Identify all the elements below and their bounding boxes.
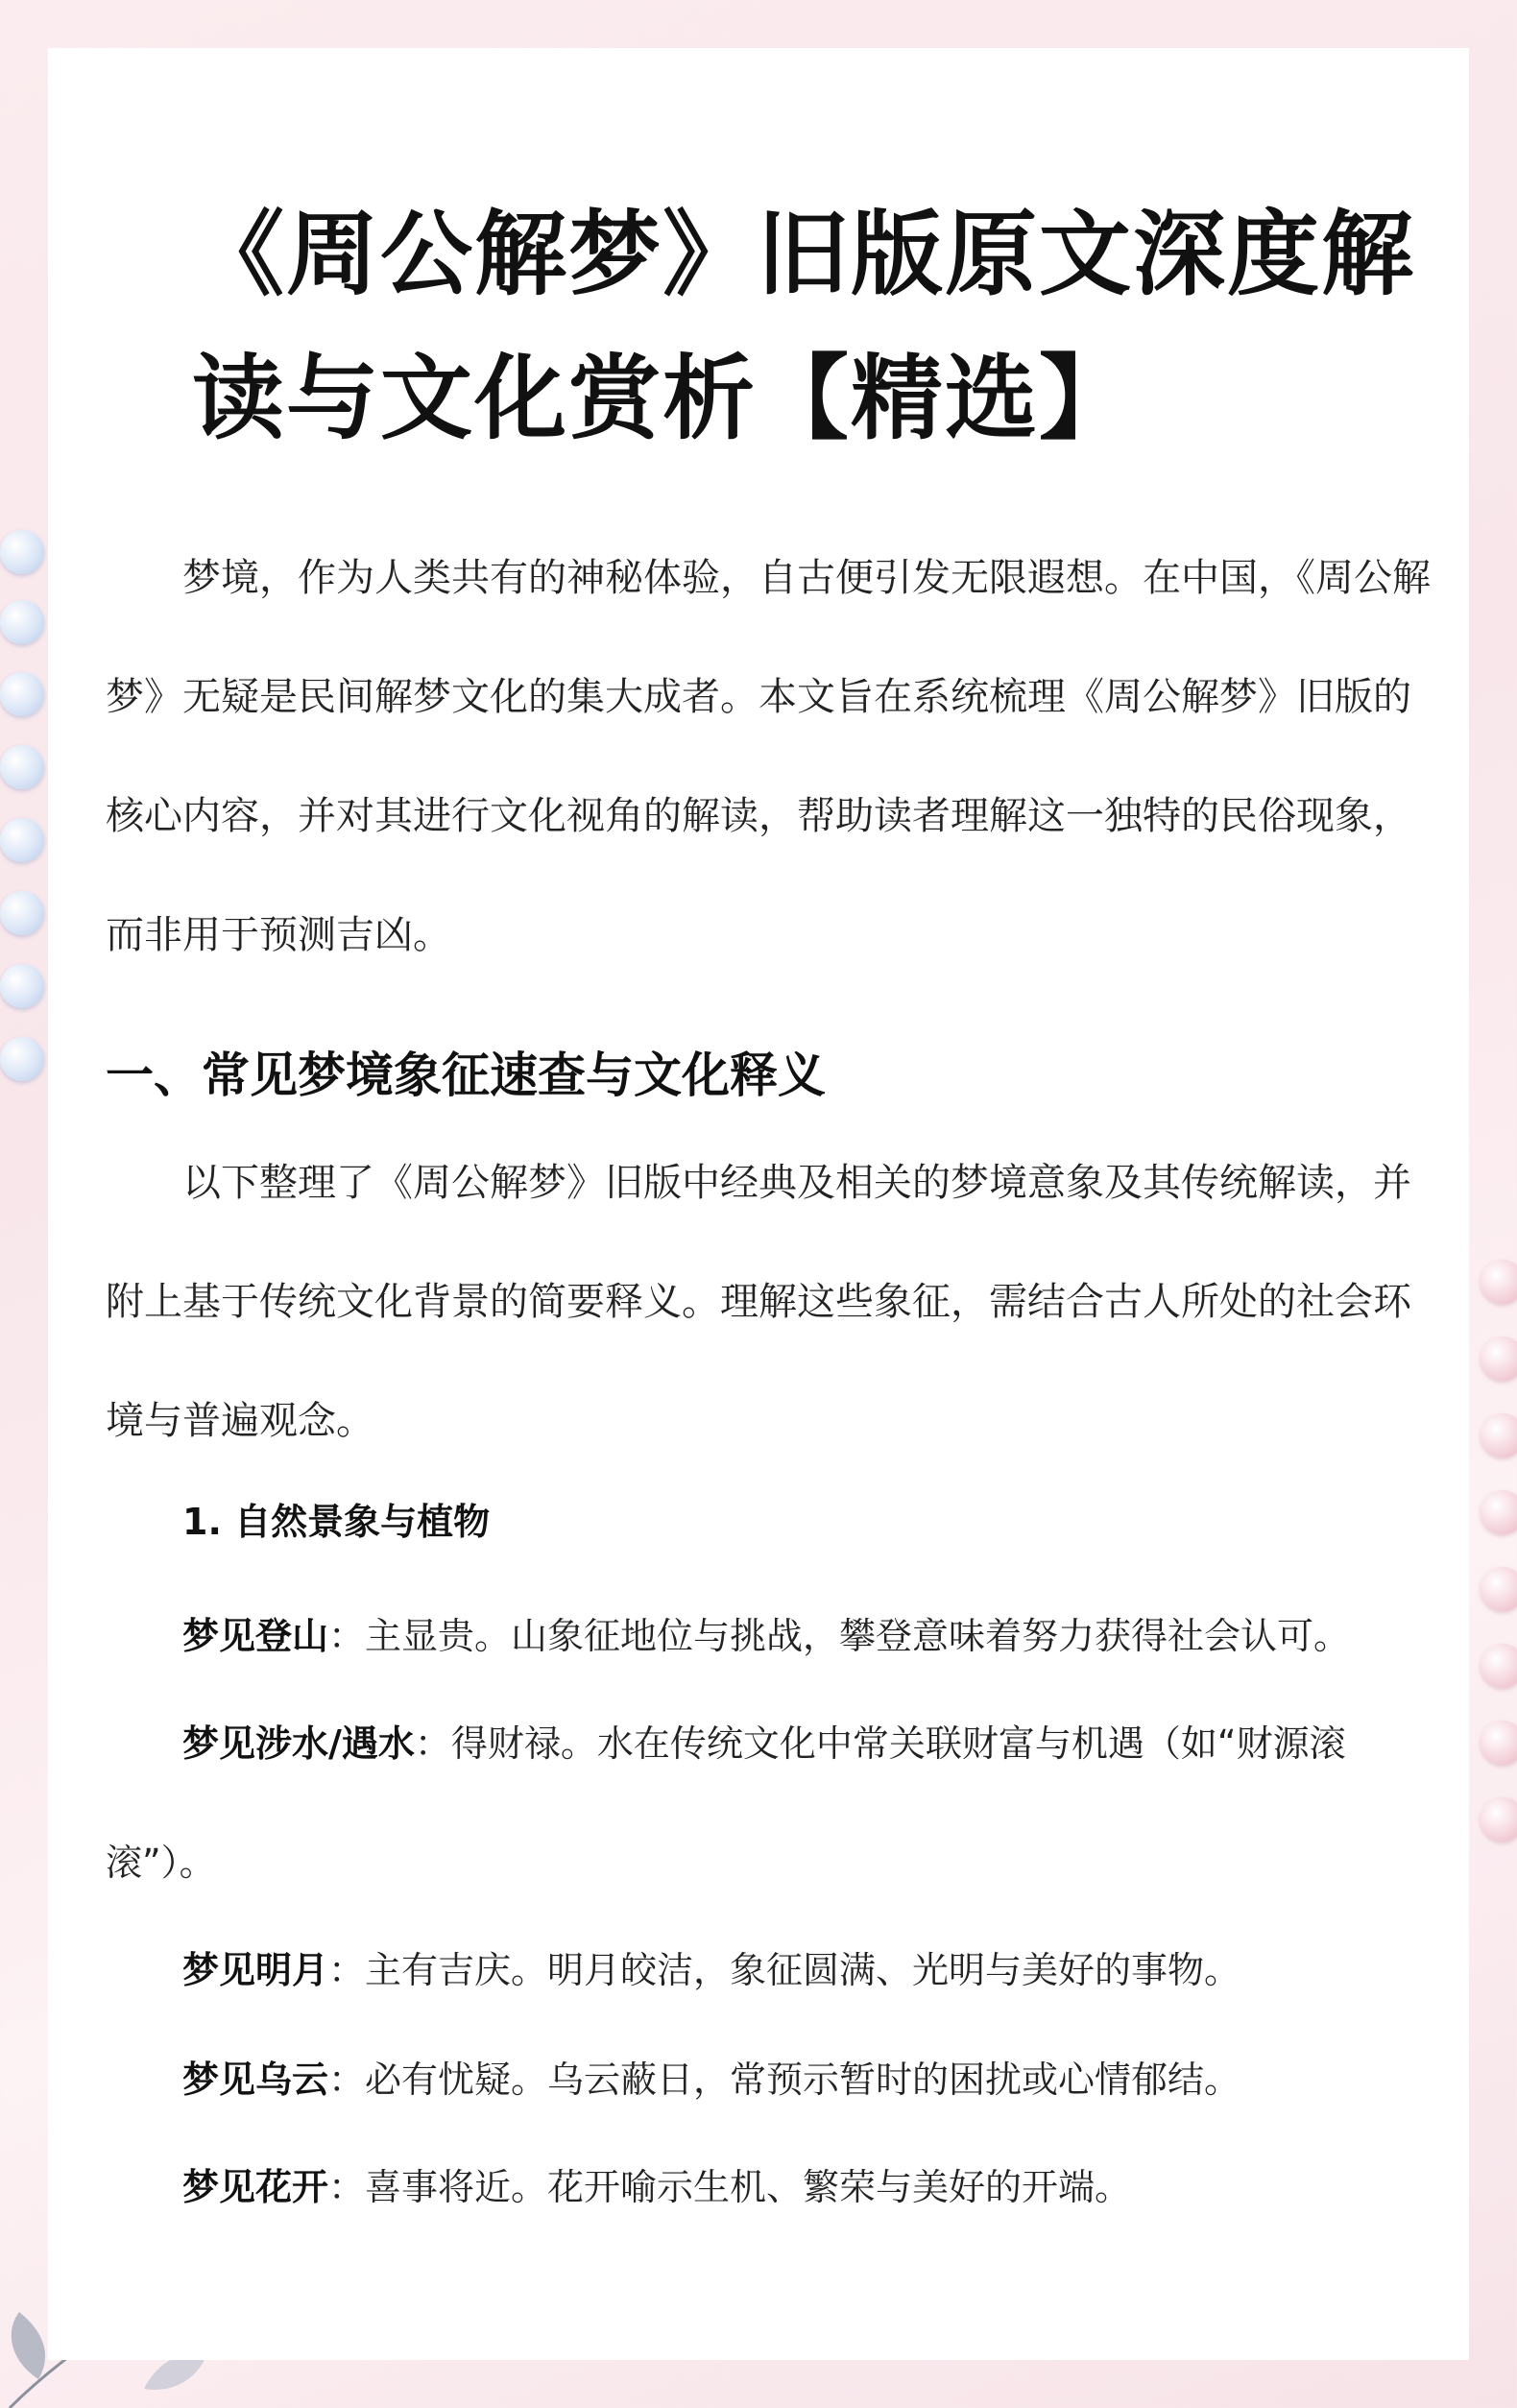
decorative-bubble xyxy=(0,530,44,574)
dream-meaning: ：主有吉庆。明月皎洁，象征圆满、光明与美好的事物。 xyxy=(328,1949,1241,1991)
dream-entry xyxy=(106,2020,1431,2139)
subsection-heading: 1. 自然景象与植物 xyxy=(182,1501,491,1543)
decorative-bubble xyxy=(1481,1260,1517,1304)
dream-meaning: ：喜事将近。花开喻示生机、繁荣与美好的开端。 xyxy=(328,2166,1132,2208)
dream-term: 梦见涉水/遇水 xyxy=(182,1722,415,1765)
document-title: 《周公解梦》旧版原文深度解读与文化赏析【精选】 xyxy=(192,201,1415,452)
dream-entry xyxy=(106,1577,1431,1696)
decorative-bubble xyxy=(1481,1413,1517,1457)
dream-meaning: ：主显贵。山象征地位与挑战，攀登意味着努力获得社会认可。 xyxy=(328,1615,1351,1657)
decorative-bubble xyxy=(1481,1567,1517,1611)
dream-term: 梦见登山 xyxy=(182,1615,329,1657)
decorative-bubble xyxy=(0,964,44,1008)
decorative-bubble xyxy=(0,818,44,862)
intro-paragraph: 梦境，作为人类共有的神秘体验，自古便引发无限遐想。在中国，《周公解梦》无疑是民间解梦文化的集大成者。本文旨在系统梳理《周公解梦》旧版的核心内容，并对其进行文化视角的解读，帮助读者理解这一独特的民俗现象，而非用于预测吉凶。 xyxy=(106,556,1431,957)
decorative-bubble xyxy=(0,672,44,716)
decorative-bubble xyxy=(0,745,44,789)
decorative-bubble xyxy=(1481,1644,1517,1688)
decorative-bubble xyxy=(1481,1490,1517,1534)
decorative-bubble xyxy=(1481,1797,1517,1842)
dream-term: 梦见花开 xyxy=(182,2166,329,2208)
dream-meaning: ：必有忧疑。乌云蔽日，常预示暂时的困扰或心情郁结。 xyxy=(328,2059,1241,2101)
document-card xyxy=(48,48,1469,2360)
dream-term: 梦见乌云 xyxy=(182,2059,329,2101)
dream-entry xyxy=(106,1911,1431,2030)
decorative-bubble xyxy=(1481,1721,1517,1765)
dream-entry xyxy=(106,2128,1431,2247)
decorative-bubble xyxy=(0,891,44,935)
dream-term: 梦见明月 xyxy=(182,1949,329,1991)
dream-entry xyxy=(106,1684,1431,1922)
decorative-bubble xyxy=(1481,1336,1517,1381)
decorative-bubble xyxy=(0,600,44,644)
decorative-bubble xyxy=(0,1037,44,1081)
dream-meaning: ：得财禄。水在传统文化中常关联财富与机遇（如“财源滚滚”）。 xyxy=(106,1722,1346,1884)
section-heading: 一、常见梦境象征速查与文化释义 xyxy=(106,1047,826,1103)
section-intro-paragraph: 以下整理了《周公解梦》旧版中经典及相关的梦境意象及其传统解读，并附上基于传统文化背景的简要释义。理解这些象征，需结合古人所处的社会环境与普遍观念。 xyxy=(106,1161,1411,1443)
